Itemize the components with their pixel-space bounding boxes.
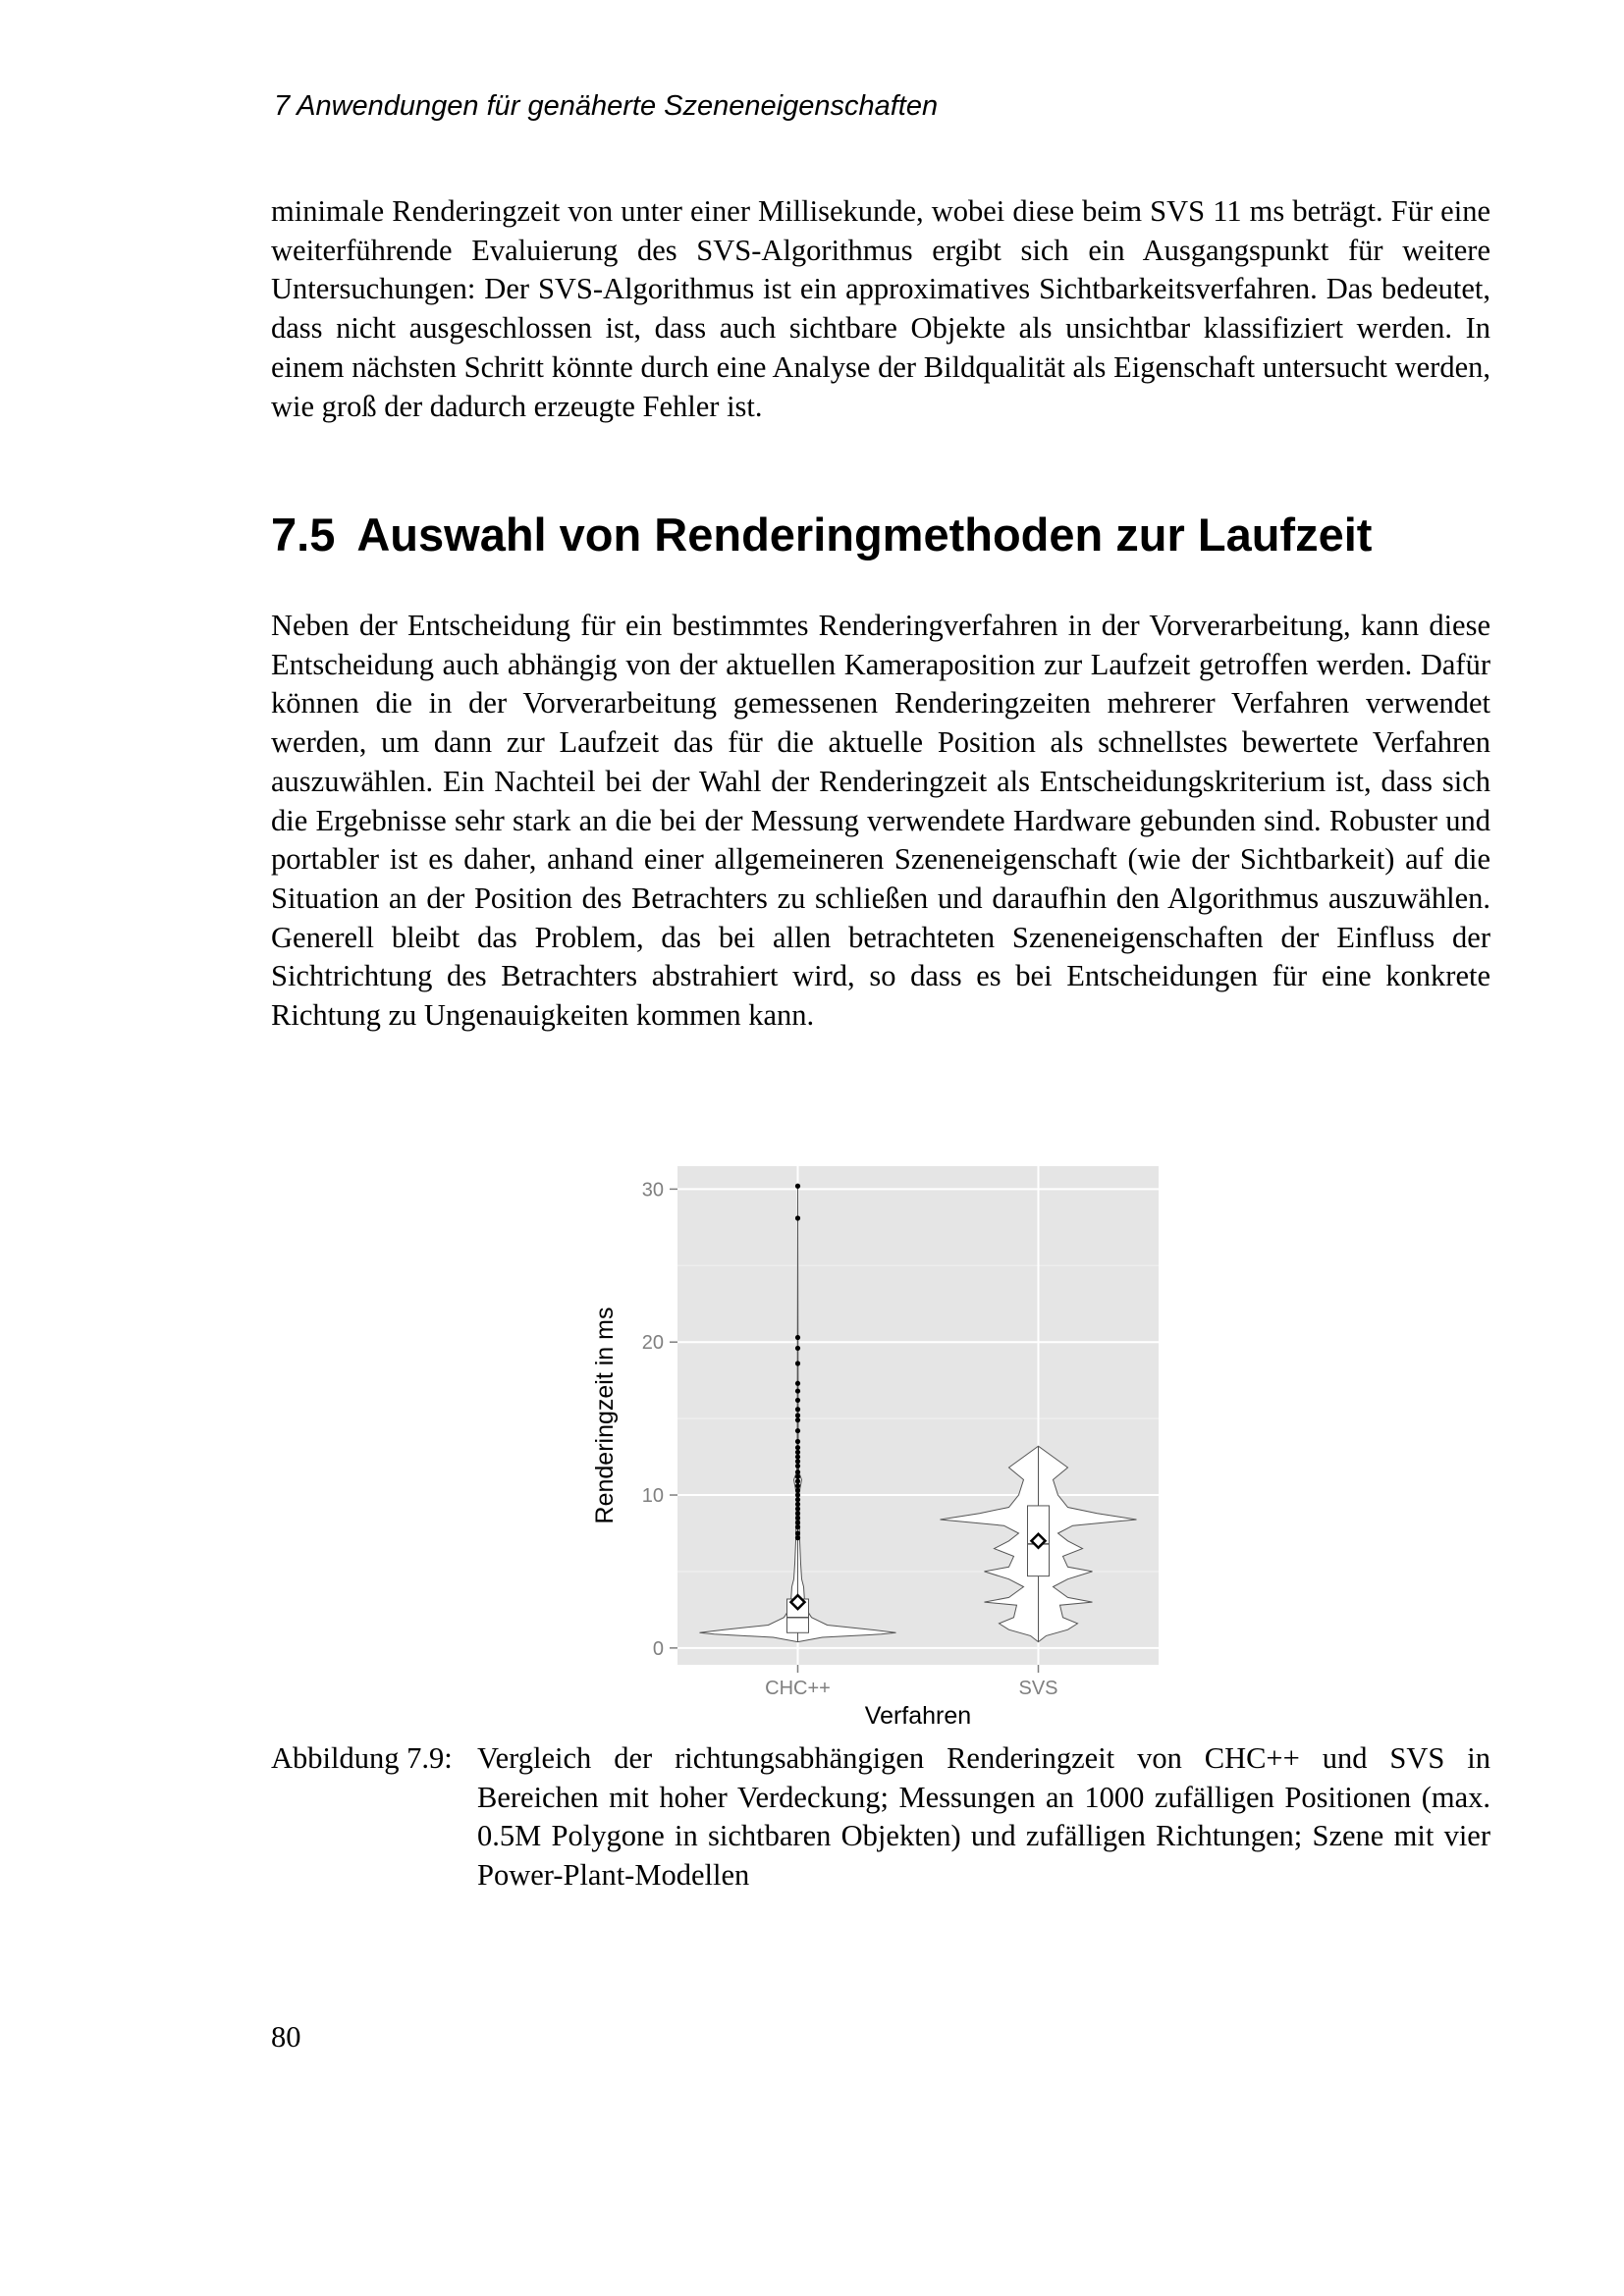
y-tick-label: 10 — [641, 1485, 664, 1508]
outlier-point — [795, 1454, 800, 1459]
page-number: 80 — [271, 2020, 301, 2054]
outlier-point — [795, 1492, 800, 1497]
outlier-point — [795, 1530, 800, 1535]
plot-panel — [677, 1166, 1159, 1665]
section-title: Auswahl von Renderingmethoden zur Laufzeit — [356, 508, 1373, 561]
y-tick-label: 20 — [641, 1332, 664, 1355]
x-tick-label: CHC++ — [765, 1678, 831, 1699]
body-paragraph-2: Neben der Entscheidung für ein bestimmtes Renderingverfahren in der Vorverarbeitung, kann diese Entscheidung auch abhängig von der aktuellen Kameraposition zur Laufzeit getroffen werden. Dafür können die in der Vorverarbeitung gemessenen Renderingzeiten mehrerer Verfahren verwendet werden, um dann zur Laufzeit das für die aktuelle Position als schnellstes bewertete Verfahren auszuwählen. Ein Nachteil bei der Wahl der Renderingzeit als Entscheidungskriterium ist, dass sich die Ergebnisse sehr stark an die bei der Messung verwendete Hardware gebunden sind. Robuster und portabler ist es daher, anhand einer allgemeineren Szeneneigenschaft (wie der Sichtbarkeit) auf die Situation an der Position des Betrachters zu schließen und daraufhin den Algorithmus auszuwählen. Generell bleibt das Problem, das bei allen betrachteten Szeneneigenschaften der Einfluss der Sichtrichtung des Betrachters abstrahiert wird, so dass es bei Entscheidungen für eine konkrete Richtung zu Ungenauigkeiten kommen kann. — [271, 609, 1490, 1033]
outlier-point — [795, 1478, 800, 1483]
outlier-point — [795, 1511, 800, 1516]
outlier-point — [795, 1388, 800, 1393]
outlier-point — [795, 1524, 800, 1529]
outlier-point — [795, 1215, 800, 1220]
outlier-point — [795, 1407, 800, 1412]
x-tick-label: SVS — [1018, 1678, 1058, 1699]
figure-violin-plot — [589, 1147, 1178, 1728]
outlier-point — [795, 1346, 800, 1351]
outlier-point — [795, 1502, 800, 1507]
outlier-point — [795, 1445, 800, 1450]
y-axis-title: Renderingzeit in ms — [591, 1307, 619, 1524]
section-heading — [271, 507, 1489, 563]
caption-label: Abbildung 7.9: — [271, 1741, 453, 1775]
outlier-point — [795, 1428, 800, 1433]
outlier-point — [795, 1516, 800, 1521]
outlier-point — [795, 1488, 800, 1493]
outlier-point — [795, 1506, 800, 1511]
section-number: 7.5 — [271, 508, 336, 561]
running-head: 7 Anwendungen für genäherte Szeneneigenschaften — [274, 90, 939, 122]
outlier-point — [795, 1361, 800, 1365]
violin-chart — [589, 1147, 1178, 1728]
outlier-point — [795, 1469, 800, 1474]
outlier-point — [795, 1335, 800, 1340]
outlier-point — [795, 1417, 800, 1422]
outlier-point — [795, 1184, 800, 1189]
outlier-point — [795, 1497, 800, 1502]
figure-caption — [271, 1739, 1490, 1895]
outlier-point — [795, 1464, 800, 1468]
outlier-point — [795, 1535, 800, 1540]
y-tick-label: 30 — [641, 1179, 664, 1201]
caption-text: Vergleich der richtungsabhängigen Renderingzeit von CHC++ und SVS in Bereichen mit hoher Verdeckung; Messungen an 1000 zufälligen Positionen (max. 0.5M Polygone in sichtbaren Objekten) und zufälligen Richtungen; Szene mit vier Power-Plant-Modellen — [477, 1741, 1490, 1892]
outlier-point — [795, 1381, 800, 1386]
outlier-point — [795, 1474, 800, 1479]
x-axis-title: Verfahren — [864, 1702, 972, 1728]
outlier-point — [795, 1483, 800, 1488]
y-tick-label: 0 — [652, 1637, 664, 1660]
outlier-point — [795, 1439, 800, 1444]
outlier-point — [795, 1398, 800, 1403]
body-paragraph-1: minimale Renderingzeit von unter einer Millisekunde, wobei diese beim SVS 11 ms beträgt. Für eine weiterführende Evaluierung des SVS-Algorithmus ergibt sich ein Ausgangspunkt für weitere Untersuchungen: Der SVS-Algorithmus ist ein approximatives Sichtbarkeitsverfahren. Das bedeutet, dass nicht ausgeschlossen ist, dass auch sichtbare Objekte als unsichtbar klassifiziert werden. In einem nächsten Schritt könnte durch eine Analyse der Bildqualität als Eigenschaft untersucht werden, wie groß der dadurch erzeugte Fehler ist. — [271, 194, 1490, 423]
outlier-point — [795, 1459, 800, 1464]
outlier-point — [795, 1413, 800, 1417]
outlier-point — [795, 1450, 800, 1455]
outlier-point — [795, 1520, 800, 1524]
